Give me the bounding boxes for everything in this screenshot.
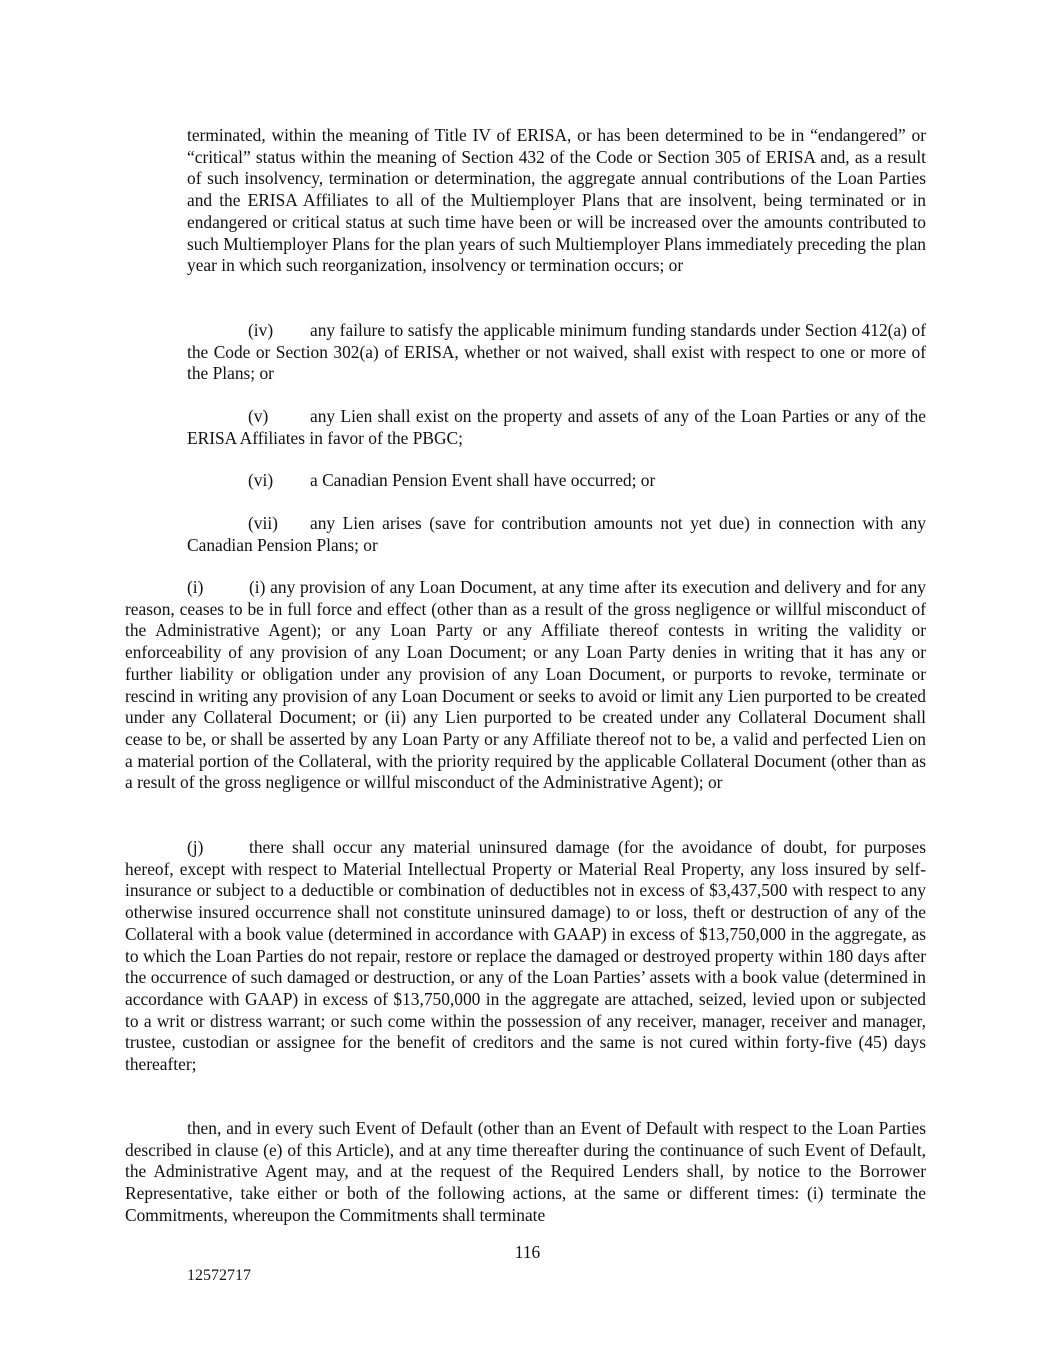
clause-text: any Lien arises (save for contribution amounts not yet due) in connection with any Canadian Pension Plans; or: [187, 513, 926, 555]
clause-number: (vii): [248, 513, 278, 533]
clause-i: [125, 577, 926, 794]
clause-vi: [187, 470, 926, 492]
clause-text: (i) any provision of any Loan Document, at any time after its execution and delivery and for any reason, ceases to be in full force and effect (other than as a result of the gross negligence or willful misconduct of the Administrative Agent); or any Loan Party or any Affiliate thereof contests in writing the validity or enforceability of any provision of any Loan Document; or any Loan Party denies in writing that it has any or further liability or obligation under any provision of any Loan Document, or purports to revoke, terminate or rescind in writing any provision of any Loan Document or seeks to avoid or limit any Lien purported to be created under any Collateral Document; or (ii) any Lien purported to be created under any Collateral Document shall cease to be, or shall be asserted by any Loan Party or any Affiliate thereof not to be, a valid and perfected Lien on a material portion of the Collateral, with the priority required by the applicable Collateral Document (other than as a result of the gross negligence or willful misconduct of the Administrative Agent); or: [125, 577, 926, 793]
clause-text: any failure to satisfy the applicable minimum funding standards under Section 412(a) of the Code or Section 302(a) of ERISA, whether or not waived, shall exist with respect to one or more of the Plans; or: [187, 320, 926, 384]
clause-iv: [187, 320, 926, 385]
clause-number: (vi): [248, 470, 274, 490]
clause-vii: [187, 513, 926, 556]
clause-text: any Lien shall exist on the property and assets of any of the Loan Parties or any of the ERISA Affiliates in favor of the PBGC;: [187, 406, 926, 448]
paragraph-continuation: terminated, within the meaning of Title IV of ERISA, or has been determined to be in “endangered” or “critical” status within the meaning of Section 432 of the Code or Section 305 of ERISA and, as a result of such insolvency, termination or determination, the aggregate annual contributions of the Loan Parties and the ERISA Affiliates to all of the Multiemployer Plans that are insolvent, being terminated or in endangered or critical status at such time have been or will be increased over the amounts contributed to such Multiemployer Plans for the plan years of such Multiemployer Plans immediately preceding the plan year in which such reorganization, insolvency or termination occurs; or: [187, 125, 926, 276]
clause-number: (j): [187, 837, 204, 857]
clause-text: there shall occur any material uninsured damage (for the avoidance of doubt, for purposes hereof, except with respect to Material Intellectual Property or Material Real Property, any loss insured by self-insurance or subject to a deductible or combination of deductibles not in excess of $3,437,500 with respect to any otherwise insured occurrence shall not constitute uninsured damage) to or loss, theft or destruction of any of the Collateral with a book value (determined in accordance with GAAP) in excess of $13,750,000 in the aggregate, as to which the Loan Parties do not repair, restore or replace the damaged or destroyed property within 180 days after the occurrence of such damaged or destruction, or any of the Loan Parties’ assets with a book value (determined in accordance with GAAP) in excess of $13,750,000 in the aggregate are attached, seized, levied upon or subjected to a writ or distress warrant; or such come within the possession of any receiver, manager, receiver and manager, trustee, custodian or assignee for the benefit of creditors and the same is not cured within forty-five (45) days thereafter;: [125, 837, 926, 1075]
clause-number: (v): [248, 406, 269, 426]
remedies-paragraph: then, and in every such Event of Default (other than an Event of Default with respect to the Loan Parties described in clause (e) of this Article), and at any time thereafter during the continuance of such Event of Default, the Administrative Agent may, and at the request of the Required Lenders shall, by notice to the Borrower Representative, take either or both of the following actions, at the same or different times: (i) terminate the Commitments, whereupon the Commitments shall terminate: [125, 1118, 926, 1225]
clause-j: [125, 837, 926, 1076]
document-id: 12572717: [187, 1267, 251, 1284]
clause-text: a Canadian Pension Event shall have occurred; or: [310, 470, 656, 490]
clause-number: (i): [187, 577, 204, 597]
clause-v: [187, 406, 926, 449]
page-number: 116: [514, 1242, 541, 1262]
clause-number: (iv): [248, 320, 274, 340]
